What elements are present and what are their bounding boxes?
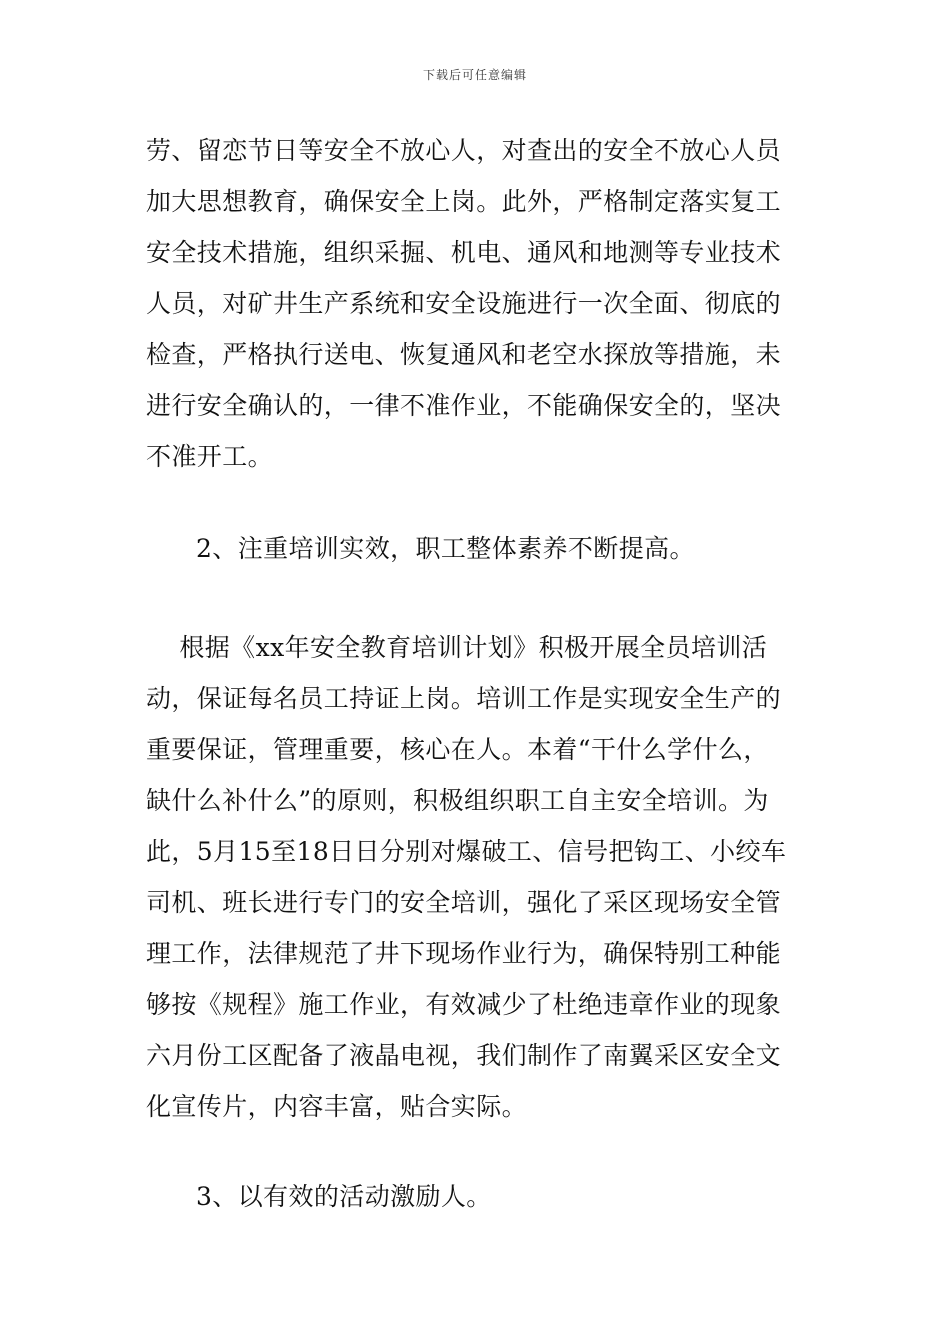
paragraph-line: 劳、留恋节日等安全不放心人，对查出的安全不放心人员 [146,136,782,165]
paragraph-line: 此，5月15至18日日分别对爆破工、信号把钩工、小绞车 [146,837,787,866]
section-heading-text: 2、注重培训实效，职工整体素养不断提高。 [196,534,695,563]
page-header: 下载后可任意编辑 [422,68,527,82]
paragraph-line: 重要保证，管理重要，核心在人。本着“干什么学什么， [146,735,769,764]
paragraph-1 [146,125,806,482]
paragraph-line: 根据《xx年安全教育培训计划》积极开展全员培训活 [146,633,768,662]
section-heading-2 [146,523,806,574]
section-heading-text: 3、以有效的活动激励人。 [196,1182,492,1211]
paragraph-line: 人员，对矿井生产系统和安全设施进行一次全面、彻底的 [146,289,782,318]
paragraph-line: 化宣传片，内容丰富，贴合实际。 [146,1092,528,1121]
section-heading-3 [146,1171,806,1222]
paragraph-line: 检查，严格执行送电、恢复通风和老空水探放等措施，未 [146,340,782,369]
paragraph-line: 动，保证每名员工持证上岗。培训工作是实现安全生产的 [146,684,782,713]
paragraph-2 [146,622,806,1132]
paragraph-line: 安全技术措施，组织采掘、机电、通风和地测等专业技术 [146,238,782,267]
paragraph-line: 缺什么补什么”的原则，积极组织职工自主安全培训。为 [146,786,769,815]
paragraph-line: 加大思想教育，确保安全上岗。此外，严格制定落实复工 [146,187,782,216]
paragraph-line: 进行安全确认的，一律不准作业，不能确保安全的，坚决 [146,391,782,420]
paragraph-line: 司机、班长进行专门的安全培训，强化了采区现场安全管 [146,888,782,917]
paragraph-line: 六月份工区配备了液晶电视，我们制作了南翼采区安全文 [146,1041,782,1070]
paragraph-line: 理工作，法律规范了井下现场作业行为，确保特别工种能 [146,939,782,968]
paragraph-line: 够按《规程》施工作业，有效减少了杜绝违章作业的现象 [146,990,782,1019]
paragraph-line: 不准开工。 [146,442,274,471]
